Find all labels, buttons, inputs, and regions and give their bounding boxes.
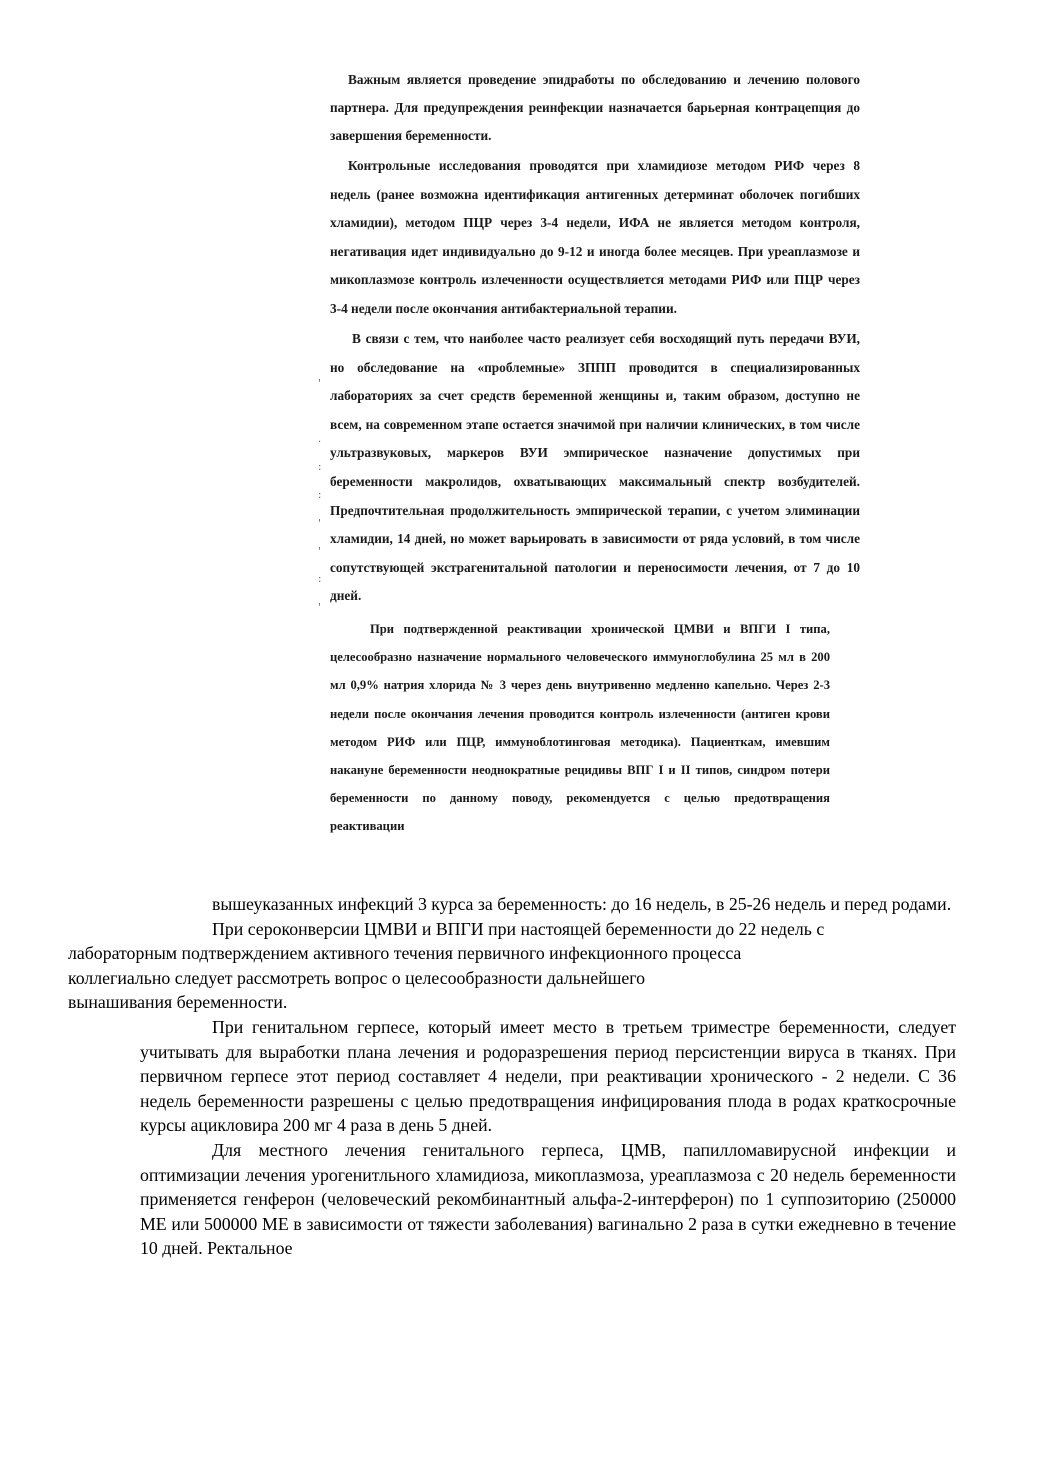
seroconversion-line-4: вынашивания беременности. — [68, 992, 288, 1013]
seroconversion-line-3: коллегиально следует рассмотреть вопрос о целесообразности дальнейшего — [68, 967, 646, 988]
scanned-text-block — [330, 66, 860, 841]
typed-text-block — [68, 892, 956, 1261]
paragraph-genital-herpes: При генитальном герпесе, который имеет место в третьем триместре беременности, следует учитывать для выработки плана лечения и родоразрешения период персистенции вируса в тканях. При первичном герпесе этот период составляет 4 недели, при реактивации хронического - 2 недели. С 36 недель беременности разрешены с целью предотвращения инфицирования плода в родах краткосрочные курсы ацикловира 200 мг 4 раза в день 5 дней. — [140, 1016, 956, 1136]
paragraph-seroconversion — [68, 917, 956, 1015]
paragraph-empirical-therapy: В связи с тем, что наиболее часто реализует себя восходящий путь передачи ВУИ, но обследование на «проблемные» ЗППП проводится в специализированных лабораториях за счет средств беременной женщины и, таким образом, доступно не всем, на современном этапе остается значимой при наличии клинических, в том числе ультразвуковых, маркеров ВУИ эмпирическое назначение допустимых при беременности макролидов, охватывающих максимальный спектр возбудителей. Предпочтительная продолжительность эмпирической терапии, с учетом элиминации хламидии, 14 дней, но может варьировать в зависимости от ряда условий, в том числе сопутствующей экстрагенитальной патологии и переносимости лечения, от 7 до 10 дней. — [330, 331, 860, 604]
paragraph-control-studies: Контрольные исследования проводятся при хламидиозе методом РИФ через 8 недель (ранее возможна идентификация антигенных детерминат оболочек погибших хламидии), методом ПЦР через 3-4 недели, ИФА не является методом контроля, негативация идет индивидуально до 9-12 и иногда более месяцев. При уреаплазмозе и микоплазмозе контроль излеченности осуществляется методами РИФ или ПЦР через 3-4 недели после окончания антибактериальной терапии. — [330, 158, 860, 316]
paragraph-local-treatment: Для местного лечения генитального герпеса, ЦМВ, папилломавирусной инфекции и оптимизации лечения урогенитльного хламидиоза, микоплазмоза, уреаплазмоза с 20 недель беременности применяется генферон (человеческий рекомбинантный альфа-2-интерферон) по 1 суппозиторию (250000 МЕ или 500000 МЕ в зависимости от тяжести заболевания) вагинально 2 раза в сутки ежедневно в течение 10 дней. Ректальное — [140, 1139, 956, 1259]
paragraph-courses-during-pregnancy: вышеуказанных инфекций 3 курса за беременность: до 16 недель, в 25-26 недель и перед родами. — [212, 894, 952, 914]
seroconversion-line-2: лабораторным подтверждением активного течения первичного инфекционного процесса — [68, 943, 742, 964]
paragraph-partner-treatment: Важным является проведение эпидработы по обследованию и лечению полового партнера. Для предупреждения реинфекции назначается барьерная контрацепция до завершения беременности. — [330, 72, 860, 143]
paragraph-reactivation-treatment: При подтвержденной реактивации хронической ЦМВИ и ВПГИ I типа, целесообразно назначение нормального человеческого иммуноглобулина 25 мл в 200 мл 0,9% натрия хлорида № 3 через день внутривенно медленно капельно. Через 2-3 недели после окончания лечения проводится контроль излеченности (антиген крови методом РИФ или ПЦР, иммуноблотинговая методика). Пациенткам, имевшим накануне беременности неоднократные рецидивы ВПГ I и II типов, синдром потери беременности по данному поводу, рекомендуется с целью предотвращения реактивации — [330, 621, 830, 834]
seroconversion-line-1: При сероконверсии ЦМВИ и ВПГИ при настоящей беременности до 22 недель с — [212, 918, 825, 939]
